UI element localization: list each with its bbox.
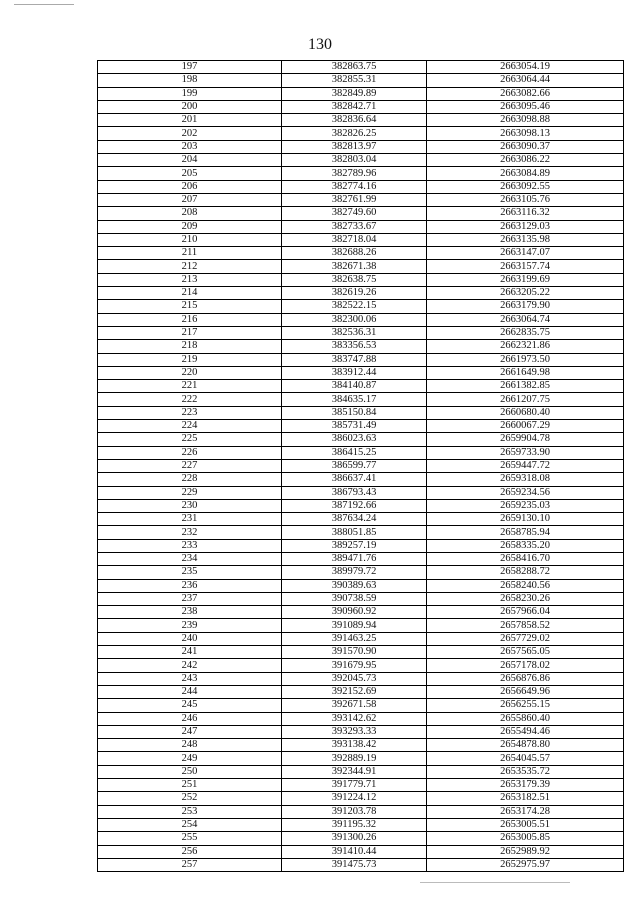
point-number-cell: 236: [98, 579, 282, 592]
point-number-cell: 209: [98, 220, 282, 233]
point-number-cell: 244: [98, 685, 282, 698]
x-coordinate-cell: 391410.44: [282, 845, 427, 858]
y-coordinate-cell: 2663092.55: [427, 180, 624, 193]
x-coordinate-cell: 392344.91: [282, 765, 427, 778]
y-coordinate-cell: 2658230.26: [427, 592, 624, 605]
point-number-cell: 235: [98, 566, 282, 579]
table-row: [98, 805, 624, 818]
point-number-cell: 226: [98, 446, 282, 459]
y-coordinate-cell: 2663086.22: [427, 154, 624, 167]
x-coordinate-cell: 382688.26: [282, 247, 427, 260]
y-coordinate-cell: 2663105.76: [427, 193, 624, 206]
table-row: [98, 114, 624, 127]
point-number-cell: 257: [98, 858, 282, 871]
y-coordinate-cell: 2663147.07: [427, 247, 624, 260]
y-coordinate-cell: 2653535.72: [427, 765, 624, 778]
table-row: [98, 406, 624, 419]
x-coordinate-cell: 382849.89: [282, 87, 427, 100]
point-number-cell: 206: [98, 180, 282, 193]
point-number-cell: 205: [98, 167, 282, 180]
y-coordinate-cell: 2654878.80: [427, 739, 624, 752]
y-coordinate-cell: 2656649.96: [427, 685, 624, 698]
point-number-cell: 233: [98, 539, 282, 552]
point-number-cell: 200: [98, 100, 282, 113]
y-coordinate-cell: 2663054.19: [427, 61, 624, 74]
table-row: [98, 154, 624, 167]
x-coordinate-cell: 385150.84: [282, 406, 427, 419]
table-row: [98, 260, 624, 273]
y-coordinate-cell: 2653182.51: [427, 792, 624, 805]
table-row: [98, 74, 624, 87]
coordinates-table-body: [98, 61, 624, 872]
point-number-cell: 240: [98, 632, 282, 645]
point-number-cell: 214: [98, 287, 282, 300]
point-number-cell: 249: [98, 752, 282, 765]
y-coordinate-cell: 2660680.40: [427, 406, 624, 419]
point-number-cell: 225: [98, 433, 282, 446]
table-row: [98, 845, 624, 858]
table-row: [98, 526, 624, 539]
point-number-cell: 213: [98, 273, 282, 286]
x-coordinate-cell: 391089.94: [282, 619, 427, 632]
table-row: [98, 340, 624, 353]
point-number-cell: 252: [98, 792, 282, 805]
x-coordinate-cell: 386415.25: [282, 446, 427, 459]
table-row: [98, 792, 624, 805]
y-coordinate-cell: 2657966.04: [427, 606, 624, 619]
table-row: [98, 167, 624, 180]
point-number-cell: 229: [98, 486, 282, 499]
point-number-cell: 210: [98, 233, 282, 246]
table-row: [98, 513, 624, 526]
x-coordinate-cell: 391570.90: [282, 646, 427, 659]
x-coordinate-cell: 392671.58: [282, 699, 427, 712]
x-coordinate-cell: 384635.17: [282, 393, 427, 406]
x-coordinate-cell: 389979.72: [282, 566, 427, 579]
table-row: [98, 127, 624, 140]
coordinates-table: [97, 60, 624, 872]
table-row: [98, 765, 624, 778]
table-row: [98, 486, 624, 499]
y-coordinate-cell: 2653179.39: [427, 779, 624, 792]
point-number-cell: 230: [98, 499, 282, 512]
x-coordinate-cell: 391779.71: [282, 779, 427, 792]
x-coordinate-cell: 382842.71: [282, 100, 427, 113]
table-row: [98, 193, 624, 206]
table-row: [98, 832, 624, 845]
point-number-cell: 227: [98, 459, 282, 472]
x-coordinate-cell: 392045.73: [282, 672, 427, 685]
table-row: [98, 233, 624, 246]
table-row: [98, 61, 624, 74]
x-coordinate-cell: 383356.53: [282, 340, 427, 353]
x-coordinate-cell: 391203.78: [282, 805, 427, 818]
table-row: [98, 592, 624, 605]
point-number-cell: 239: [98, 619, 282, 632]
y-coordinate-cell: 2663095.46: [427, 100, 624, 113]
y-coordinate-cell: 2661649.98: [427, 366, 624, 379]
y-coordinate-cell: 2658288.72: [427, 566, 624, 579]
scan-edge-line: [14, 4, 74, 5]
point-number-cell: 202: [98, 127, 282, 140]
y-coordinate-cell: 2658335.20: [427, 539, 624, 552]
table-row: [98, 579, 624, 592]
point-number-cell: 250: [98, 765, 282, 778]
scan-edge-line: [420, 882, 570, 883]
point-number-cell: 217: [98, 326, 282, 339]
y-coordinate-cell: 2661207.75: [427, 393, 624, 406]
y-coordinate-cell: 2663135.98: [427, 233, 624, 246]
point-number-cell: 234: [98, 552, 282, 565]
y-coordinate-cell: 2656255.15: [427, 699, 624, 712]
x-coordinate-cell: 391300.26: [282, 832, 427, 845]
y-coordinate-cell: 2652989.92: [427, 845, 624, 858]
table-row: [98, 366, 624, 379]
y-coordinate-cell: 2653174.28: [427, 805, 624, 818]
y-coordinate-cell: 2653005.51: [427, 818, 624, 831]
point-number-cell: 228: [98, 473, 282, 486]
point-number-cell: 256: [98, 845, 282, 858]
y-coordinate-cell: 2660067.29: [427, 420, 624, 433]
x-coordinate-cell: 385731.49: [282, 420, 427, 433]
y-coordinate-cell: 2655494.46: [427, 725, 624, 738]
x-coordinate-cell: 386023.63: [282, 433, 427, 446]
point-number-cell: 246: [98, 712, 282, 725]
table-row: [98, 140, 624, 153]
y-coordinate-cell: 2658416.70: [427, 552, 624, 565]
table-row: [98, 100, 624, 113]
x-coordinate-cell: 391475.73: [282, 858, 427, 871]
x-coordinate-cell: 382718.04: [282, 233, 427, 246]
y-coordinate-cell: 2658785.94: [427, 526, 624, 539]
x-coordinate-cell: 386637.41: [282, 473, 427, 486]
y-coordinate-cell: 2663129.03: [427, 220, 624, 233]
point-number-cell: 212: [98, 260, 282, 273]
table-row: [98, 672, 624, 685]
table-row: [98, 779, 624, 792]
point-number-cell: 220: [98, 366, 282, 379]
x-coordinate-cell: 391463.25: [282, 632, 427, 645]
y-coordinate-cell: 2663064.44: [427, 74, 624, 87]
x-coordinate-cell: 389257.19: [282, 539, 427, 552]
table-row: [98, 420, 624, 433]
point-number-cell: 245: [98, 699, 282, 712]
point-number-cell: 232: [98, 526, 282, 539]
x-coordinate-cell: 393142.62: [282, 712, 427, 725]
table-row: [98, 273, 624, 286]
x-coordinate-cell: 382638.75: [282, 273, 427, 286]
table-row: [98, 552, 624, 565]
y-coordinate-cell: 2663116.32: [427, 207, 624, 220]
y-coordinate-cell: 2663157.74: [427, 260, 624, 273]
point-number-cell: 218: [98, 340, 282, 353]
point-number-cell: 224: [98, 420, 282, 433]
x-coordinate-cell: 382619.26: [282, 287, 427, 300]
point-number-cell: 201: [98, 114, 282, 127]
x-coordinate-cell: 391195.32: [282, 818, 427, 831]
table-row: [98, 247, 624, 260]
y-coordinate-cell: 2658240.56: [427, 579, 624, 592]
y-coordinate-cell: 2659447.72: [427, 459, 624, 472]
x-coordinate-cell: 382300.06: [282, 313, 427, 326]
x-coordinate-cell: 391679.95: [282, 659, 427, 672]
y-coordinate-cell: 2659234.56: [427, 486, 624, 499]
table-row: [98, 393, 624, 406]
point-number-cell: 216: [98, 313, 282, 326]
point-number-cell: 221: [98, 380, 282, 393]
table-row: [98, 712, 624, 725]
y-coordinate-cell: 2663090.37: [427, 140, 624, 153]
x-coordinate-cell: 382813.97: [282, 140, 427, 153]
point-number-cell: 231: [98, 513, 282, 526]
x-coordinate-cell: 392152.69: [282, 685, 427, 698]
x-coordinate-cell: 382826.25: [282, 127, 427, 140]
point-number-cell: 223: [98, 406, 282, 419]
x-coordinate-cell: 387192.66: [282, 499, 427, 512]
table-row: [98, 433, 624, 446]
y-coordinate-cell: 2663084.89: [427, 167, 624, 180]
table-row: [98, 446, 624, 459]
table-row: [98, 818, 624, 831]
point-number-cell: 198: [98, 74, 282, 87]
x-coordinate-cell: 383912.44: [282, 366, 427, 379]
point-number-cell: 204: [98, 154, 282, 167]
point-number-cell: 207: [98, 193, 282, 206]
table-row: [98, 739, 624, 752]
table-row: [98, 87, 624, 100]
x-coordinate-cell: 387634.24: [282, 513, 427, 526]
table-row: [98, 606, 624, 619]
point-number-cell: 255: [98, 832, 282, 845]
y-coordinate-cell: 2652975.97: [427, 858, 624, 871]
y-coordinate-cell: 2663179.90: [427, 300, 624, 313]
table-row: [98, 300, 624, 313]
y-coordinate-cell: 2663098.13: [427, 127, 624, 140]
y-coordinate-cell: 2657729.02: [427, 632, 624, 645]
x-coordinate-cell: 382761.99: [282, 193, 427, 206]
table-row: [98, 539, 624, 552]
point-number-cell: 197: [98, 61, 282, 74]
table-row: [98, 659, 624, 672]
y-coordinate-cell: 2655860.40: [427, 712, 624, 725]
y-coordinate-cell: 2657858.52: [427, 619, 624, 632]
x-coordinate-cell: 384140.87: [282, 380, 427, 393]
y-coordinate-cell: 2659235.03: [427, 499, 624, 512]
point-number-cell: 251: [98, 779, 282, 792]
point-number-cell: 203: [98, 140, 282, 153]
y-coordinate-cell: 2659733.90: [427, 446, 624, 459]
y-coordinate-cell: 2662321.86: [427, 340, 624, 353]
point-number-cell: 243: [98, 672, 282, 685]
x-coordinate-cell: 383747.88: [282, 353, 427, 366]
x-coordinate-cell: 389471.76: [282, 552, 427, 565]
point-number-cell: 219: [98, 353, 282, 366]
y-coordinate-cell: 2659130.10: [427, 513, 624, 526]
x-coordinate-cell: 382733.67: [282, 220, 427, 233]
point-number-cell: 238: [98, 606, 282, 619]
y-coordinate-cell: 2663064.74: [427, 313, 624, 326]
y-coordinate-cell: 2657565.05: [427, 646, 624, 659]
point-number-cell: 253: [98, 805, 282, 818]
table-row: [98, 752, 624, 765]
table-row: [98, 566, 624, 579]
x-coordinate-cell: 386599.77: [282, 459, 427, 472]
table-row: [98, 180, 624, 193]
y-coordinate-cell: 2654045.57: [427, 752, 624, 765]
point-number-cell: 199: [98, 87, 282, 100]
table-row: [98, 858, 624, 871]
table-row: [98, 725, 624, 738]
x-coordinate-cell: 382671.38: [282, 260, 427, 273]
y-coordinate-cell: 2662835.75: [427, 326, 624, 339]
table-row: [98, 220, 624, 233]
table-row: [98, 287, 624, 300]
point-number-cell: 247: [98, 725, 282, 738]
table-row: [98, 699, 624, 712]
x-coordinate-cell: 390738.59: [282, 592, 427, 605]
table-row: [98, 353, 624, 366]
point-number-cell: 237: [98, 592, 282, 605]
table-row: [98, 646, 624, 659]
x-coordinate-cell: 390389.63: [282, 579, 427, 592]
table-row: [98, 459, 624, 472]
y-coordinate-cell: 2659904.78: [427, 433, 624, 446]
x-coordinate-cell: 382855.31: [282, 74, 427, 87]
point-number-cell: 215: [98, 300, 282, 313]
table-row: [98, 380, 624, 393]
y-coordinate-cell: 2653005.85: [427, 832, 624, 845]
x-coordinate-cell: 382789.96: [282, 167, 427, 180]
x-coordinate-cell: 382774.16: [282, 180, 427, 193]
y-coordinate-cell: 2661973.50: [427, 353, 624, 366]
y-coordinate-cell: 2663205.22: [427, 287, 624, 300]
x-coordinate-cell: 386793.43: [282, 486, 427, 499]
table-row: [98, 685, 624, 698]
x-coordinate-cell: 388051.85: [282, 526, 427, 539]
table-row: [98, 632, 624, 645]
x-coordinate-cell: 393293.33: [282, 725, 427, 738]
table-row: [98, 313, 624, 326]
table-row: [98, 499, 624, 512]
page-number: 130: [308, 36, 332, 53]
x-coordinate-cell: 390960.92: [282, 606, 427, 619]
y-coordinate-cell: 2656876.86: [427, 672, 624, 685]
y-coordinate-cell: 2663199.69: [427, 273, 624, 286]
x-coordinate-cell: 382749.60: [282, 207, 427, 220]
table-row: [98, 326, 624, 339]
y-coordinate-cell: 2661382.85: [427, 380, 624, 393]
x-coordinate-cell: 393138.42: [282, 739, 427, 752]
x-coordinate-cell: 382863.75: [282, 61, 427, 74]
y-coordinate-cell: 2663098.88: [427, 114, 624, 127]
table-row: [98, 473, 624, 486]
point-number-cell: 211: [98, 247, 282, 260]
x-coordinate-cell: 382522.15: [282, 300, 427, 313]
x-coordinate-cell: 391224.12: [282, 792, 427, 805]
y-coordinate-cell: 2657178.02: [427, 659, 624, 672]
x-coordinate-cell: 392889.19: [282, 752, 427, 765]
x-coordinate-cell: 382803.04: [282, 154, 427, 167]
point-number-cell: 241: [98, 646, 282, 659]
y-coordinate-cell: 2663082.66: [427, 87, 624, 100]
x-coordinate-cell: 382536.31: [282, 326, 427, 339]
table-row: [98, 207, 624, 220]
point-number-cell: 254: [98, 818, 282, 831]
point-number-cell: 248: [98, 739, 282, 752]
y-coordinate-cell: 2659318.08: [427, 473, 624, 486]
point-number-cell: 242: [98, 659, 282, 672]
point-number-cell: 222: [98, 393, 282, 406]
table-row: [98, 619, 624, 632]
x-coordinate-cell: 382836.64: [282, 114, 427, 127]
point-number-cell: 208: [98, 207, 282, 220]
